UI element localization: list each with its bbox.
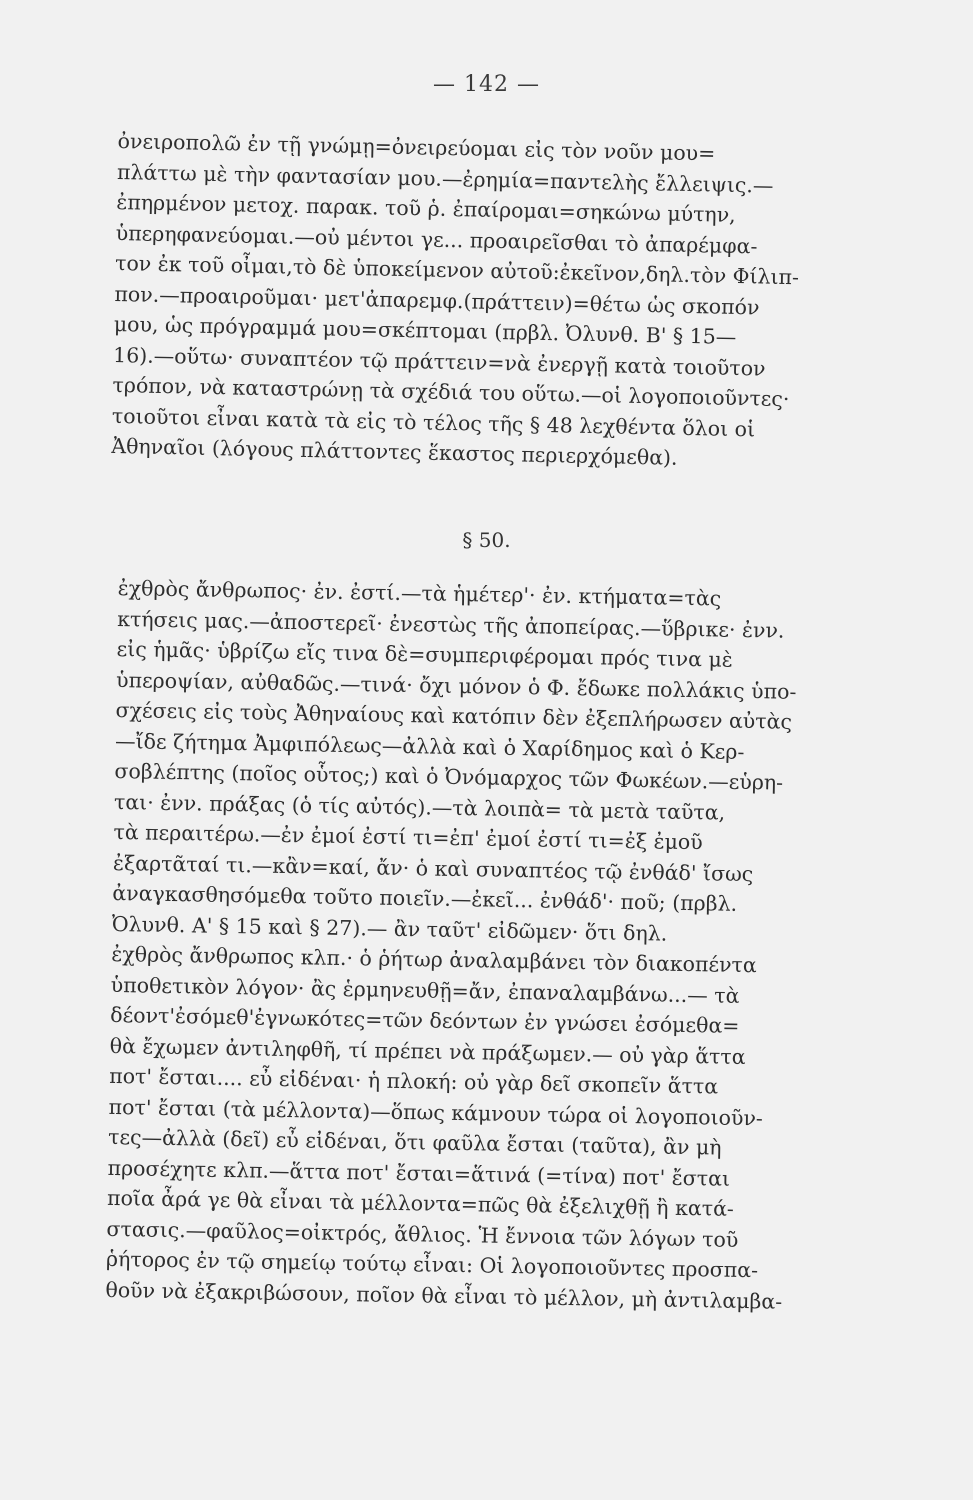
text-line: θοῦν νὰ ἐξακριβώσουν, ποῖον θὰ εἶναι τὸ μέλλον, μὴ ἀντιλαμβα-: [105, 1277, 783, 1314]
text-line: ται· ἐνν. πράξας (ὁ τίς αὐτός).—τὰ λοιπὰ= τὰ μετὰ ταῦτα,: [113, 789, 726, 825]
text-line: σχέσεις εἰς τοὺς Ἀθηναίους καὶ κατόπιν δὲν ἐξεπλήρωσεν αὐτὰς: [115, 697, 793, 734]
text-line: πον.—προαιροῦμαι· μετ'ἀπαρεμφ.(πράττειν)=θέτω ὡς σκοπόν: [114, 281, 760, 319]
text-line: ἀναγκασθησόμεθα τοῦτο ποιεῖν.—ἐκεῖ... ἐνθάδ'· ποῦ; (πρβλ.: [112, 880, 738, 916]
text-line: προσέχητε κλπ.—ἅττα ποτ' ἔσται=ἅτινά (=τίνα) ποτ' ἔσται: [107, 1155, 731, 1191]
text-line: θὰ ἔχωμεν ἀντιληφθῆ, τί πρέπει νὰ πράξωμεν.— οὐ γὰρ ἅττα: [109, 1033, 746, 1069]
text-line: τρόπον, νὰ καταστρώνῃ τὰ σχέδιά του οὕτω.—οἱ λογοποιοῦντες·: [112, 372, 790, 412]
text-line: τοιοῦτοι εἶναι κατὰ τὰ εἰς τὸ τέλος τῆς § 48 λεχθέντα ὅλοι οἱ: [111, 403, 756, 441]
text-line: ἐξαρτᾶταί τι.—κἂν=καί, ἄν· ὁ καὶ συναπτέος τῷ ἐνθάδ' ἴσως: [112, 850, 754, 886]
text-line: πλάττω μὲ τὴν φαντασίαν μου.—ἐρημία=παντελὴς ἔλλειψις.—: [116, 159, 774, 198]
text-line: τον ἐκ τοῦ οἶμαι,τὸ δὲ ὑποκείμενον αὐτοῦ:ἐκεῖνον,δηλ.τὸν Φίλιπ-: [114, 250, 800, 290]
text-line: ποτ' ἔσται (τὰ μέλλοντα)—ὅπως κάμνουν τώρα οἱ λογοποιοῦν-: [108, 1094, 764, 1130]
text-line: ὑπεροψίαν, αὐθαδῶς.—τινά· ὄχι μόνον ὁ Φ. ἔδωκε πολλάκις ὑπο-: [115, 667, 797, 704]
text-line: σοβλέπτης (ποῖος οὗτος;) καὶ ὁ Ὀνόμαρχος τῶν Φωκέων.—εὑρη-: [114, 758, 784, 795]
text-line: 16).—οὕτω· συναπτέον τῷ πράττειν=νὰ ἐνεργῇ κατὰ τοιοῦτον: [112, 342, 766, 381]
text-line: εἰς ἡμᾶς· ὑβρίζω εἴς τινα δὲ=συμπεριφέρομαι πρός τινα μὲ: [116, 636, 733, 672]
text-line: τες—ἀλλὰ (δεῖ) εὖ εἰδέναι, ὅτι φαῦλα ἔσται (ταῦτα), ἂν μὴ: [107, 1124, 722, 1160]
text-line: ἐχθρὸς ἄνθρωπος· ἐν. ἐστί.—τὰ ἡμέτερ'· ἐν. κτήματα=τὰς: [117, 575, 722, 611]
text-line: δέοντ'ἐσόμεθ'ἐγνωκότες=τῶν δεόντων ἐν γνώσει ἐσόμεθα=: [110, 1002, 740, 1038]
text-line: Ὀλυνθ. Α' § 15 καὶ § 27).— ἂν ταῦτ' εἰδῶμεν· ὅτι δηλ.: [111, 911, 668, 946]
text-line: ἐχθρὸς ἄνθρωπος κλπ.· ὁ ῥήτωρ ἀναλαμβάνει τὸν διακοπέντα: [111, 941, 757, 978]
commentary-paragraph-1: [111, 126, 860, 477]
text-line: τὰ περαιτέρω.—ἐν ἐμοί ἐστί τι=ἐπ' ἐμοί ἐστί τι=ἐξ ἐμοῦ: [113, 819, 703, 855]
text-line: ὀνειροπολῶ ἐν τῇ γνώμῃ=ὀνειρεύομαι εἰς τὸν νοῦν μου=: [117, 128, 716, 166]
text-line: ἐπηρμένον μετοχ. παρακ. τοῦ ῥ. ἐπαίρομαι=σηκώνω μύτην,: [116, 189, 736, 227]
text-line: μου, ὡς πρόγραμμά μου=σκέπτομαι (πρβλ. Ὀλυνθ. Β' § 15—: [113, 311, 737, 349]
commentary-paragraph-2: [105, 573, 860, 1318]
text-line: κτήσεις μας.—ἀποστερεῖ· ἐνεστὼς τῆς ἀποπείρας.—ὕβρικε· ἐνν.: [116, 606, 785, 643]
text-line: —ἴδε ζήτημα Ἀμφιπόλεως—ἀλλὰ καὶ ὁ Χαρίδημος καὶ ὁ Κερ-: [114, 728, 745, 764]
text-line: Ἀθηναῖοι (λόγους πλάττοντες ἕκαστος περιερχόμεθα).: [111, 433, 678, 470]
text-line: ποῖα ἆρά γε θὰ εἶναι τὰ μέλλοντα=πῶς θὰ ἐξελιχθῇ ἢ κατά-: [106, 1185, 735, 1221]
text-line: στασις.—φαῦλος=οἰκτρός, ἄθλιος. Ἡ ἔννοια τῶν λόγων τοῦ: [106, 1216, 739, 1252]
text-line: ῥήτορος ἐν τῷ σημείῳ τούτῳ εἶναι: Οἱ λογοποιοῦντες προσπα-: [105, 1246, 759, 1283]
text-line: ποτ' ἔσται.... εὖ εἰδέναι· ἡ πλοκή: οὐ γὰρ δεῖ σκοπεῖν ἅττα: [109, 1063, 719, 1099]
section-heading: § 50.: [462, 528, 511, 552]
text-line: ὑπερηφανεύομαι.—οὐ μέντοι γε... προαιρεῖσθαι τὸ ἀπαρέμφα-: [115, 220, 758, 258]
page-number: — 142 —: [433, 72, 540, 97]
text-line: ὑποθετικὸν λόγον· ἂς ἑρμηνευθῇ=ἄν, ἐπαναλαμβάνω...— τὰ: [110, 972, 740, 1008]
